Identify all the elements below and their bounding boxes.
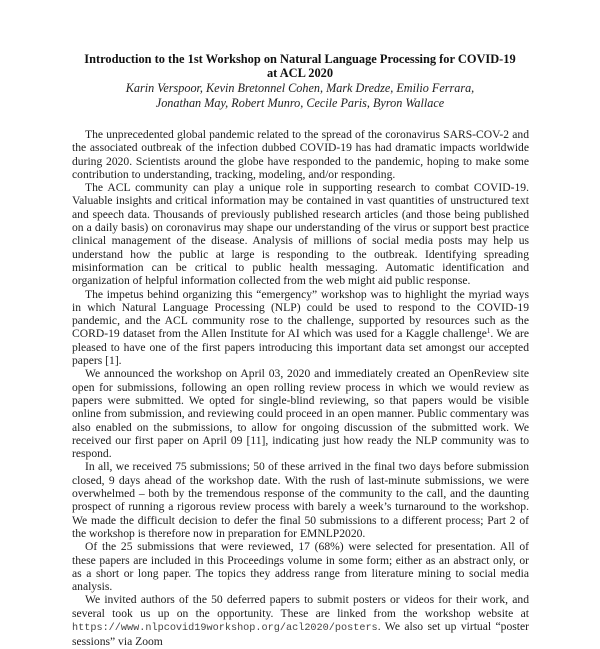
paragraph-5: In all, we received 75 submissions; 50 of these arrived in the final two days before submission closed, 9 days ahead of the workshop date. With the rush of last-minute submissions, we were overwhelmed – both by the tremendous response of the community to the call, and the daunting prospect of running a rigorous review process with barely a week’s turnaround to the workshop. We made the difficult decision to defer the final 50 submissions to a different process; Part 2 of the workshop is therefore now in preparation for EMNLP2020. xyxy=(72,460,529,540)
paragraph-7-text-b: . We also set up virtual “poster sessions” via Zoom xyxy=(72,619,529,649)
author-list xyxy=(60,81,540,111)
title-line-1: Introduction to the 1st Workshop on Natural Language Processing for COVID-19 xyxy=(84,52,516,66)
authors-line-1: Karin Verspoor, Kevin Bretonnel Cohen, Mark Dredze, Emilio Ferrara, xyxy=(125,81,475,96)
paragraph-3 xyxy=(72,288,529,368)
title-line-2: at ACL 2020 xyxy=(266,65,334,80)
title-block xyxy=(60,53,540,111)
paragraph-6: Of the 25 submissions that were reviewed, 17 (68%) were selected for presentation. All of these papers are included in this Proceedings volume in some form; either as an abstract only, or as a short or long paper. The topics they address range from literature mining to social media analysis. xyxy=(72,540,529,594)
paragraph-3-text-a: The impetus behind organizing this “emergency” workshop was to highlight the myriad ways in which Natural Language Processing (NLP) could be used to respond to the COVID-19 pandemic, and the ACL community rose to the challenge, supported by resources such as the CORD-19 dataset from the Allen Institute for AI which was used for a Kaggle challenge xyxy=(72,287,529,341)
paragraph-7 xyxy=(72,593,529,648)
paragraph-7-text-a: We invited authors of the 50 deferred papers to submit posters or videos for their work, and several took us up on the opportunity. These are linked from the workshop website at xyxy=(72,593,529,620)
paper-title xyxy=(60,53,540,80)
authors-line-2: Jonathan May, Robert Munro, Cecile Paris, Byron Wallace xyxy=(155,96,445,111)
posters-url-link[interactable]: https://www.nlpcovid19workshop.org/acl2020/posters xyxy=(72,622,378,634)
footnote-marker[interactable]: 1 xyxy=(486,327,491,336)
paragraph-1: The unprecedented global pandemic related to the spread of the coronavirus SARS-COV-2 and the associated outbreak of the infection dubbed COVID-19 has had dramatic impacts worldwide during 2020. Scientists around the globe have responded to the pandemic, hoping to make some contribution to understanding, tracking, modeling, and/or responding. xyxy=(72,128,529,181)
paragraph-3-text-b: . We are pleased to have one of the first papers introducing this important data set amongst our accepted papers [1]. xyxy=(72,327,529,368)
paragraph-2: The ACL community can play a unique role in supporting research to combat COVID-19. Valuable insights and critical information may be contained in vast quantities of unstructured text and speech data. Thousands of previously published research articles (and those being published on a daily basis) on coronavirus may shape our understanding of the virus or support best practice clinical management of the disease. Analysis of millions of social media posts may help us understand how the public at large is responding to the outbreak. Identifying spreading misinformation can be critical to public health messaging. Automatic identification and organization of helpful information collected from the web might aid public response. xyxy=(72,181,529,288)
body-text xyxy=(72,128,529,649)
paragraph-4: We announced the workshop on April 03, 2020 and immediately created an OpenReview site open for submissions, following an open rolling review process in which we would review as papers were submitted. We opted for single-blind reviewing, so that papers would be visible online from submission, and reviewing could proceed in an open manner. Public commentary was also enabled on the submissions, to allow for ongoing discussion of the submitted work. We received our first paper on April 09 [11], indicating just how ready the NLP community was to respond. xyxy=(72,367,529,461)
